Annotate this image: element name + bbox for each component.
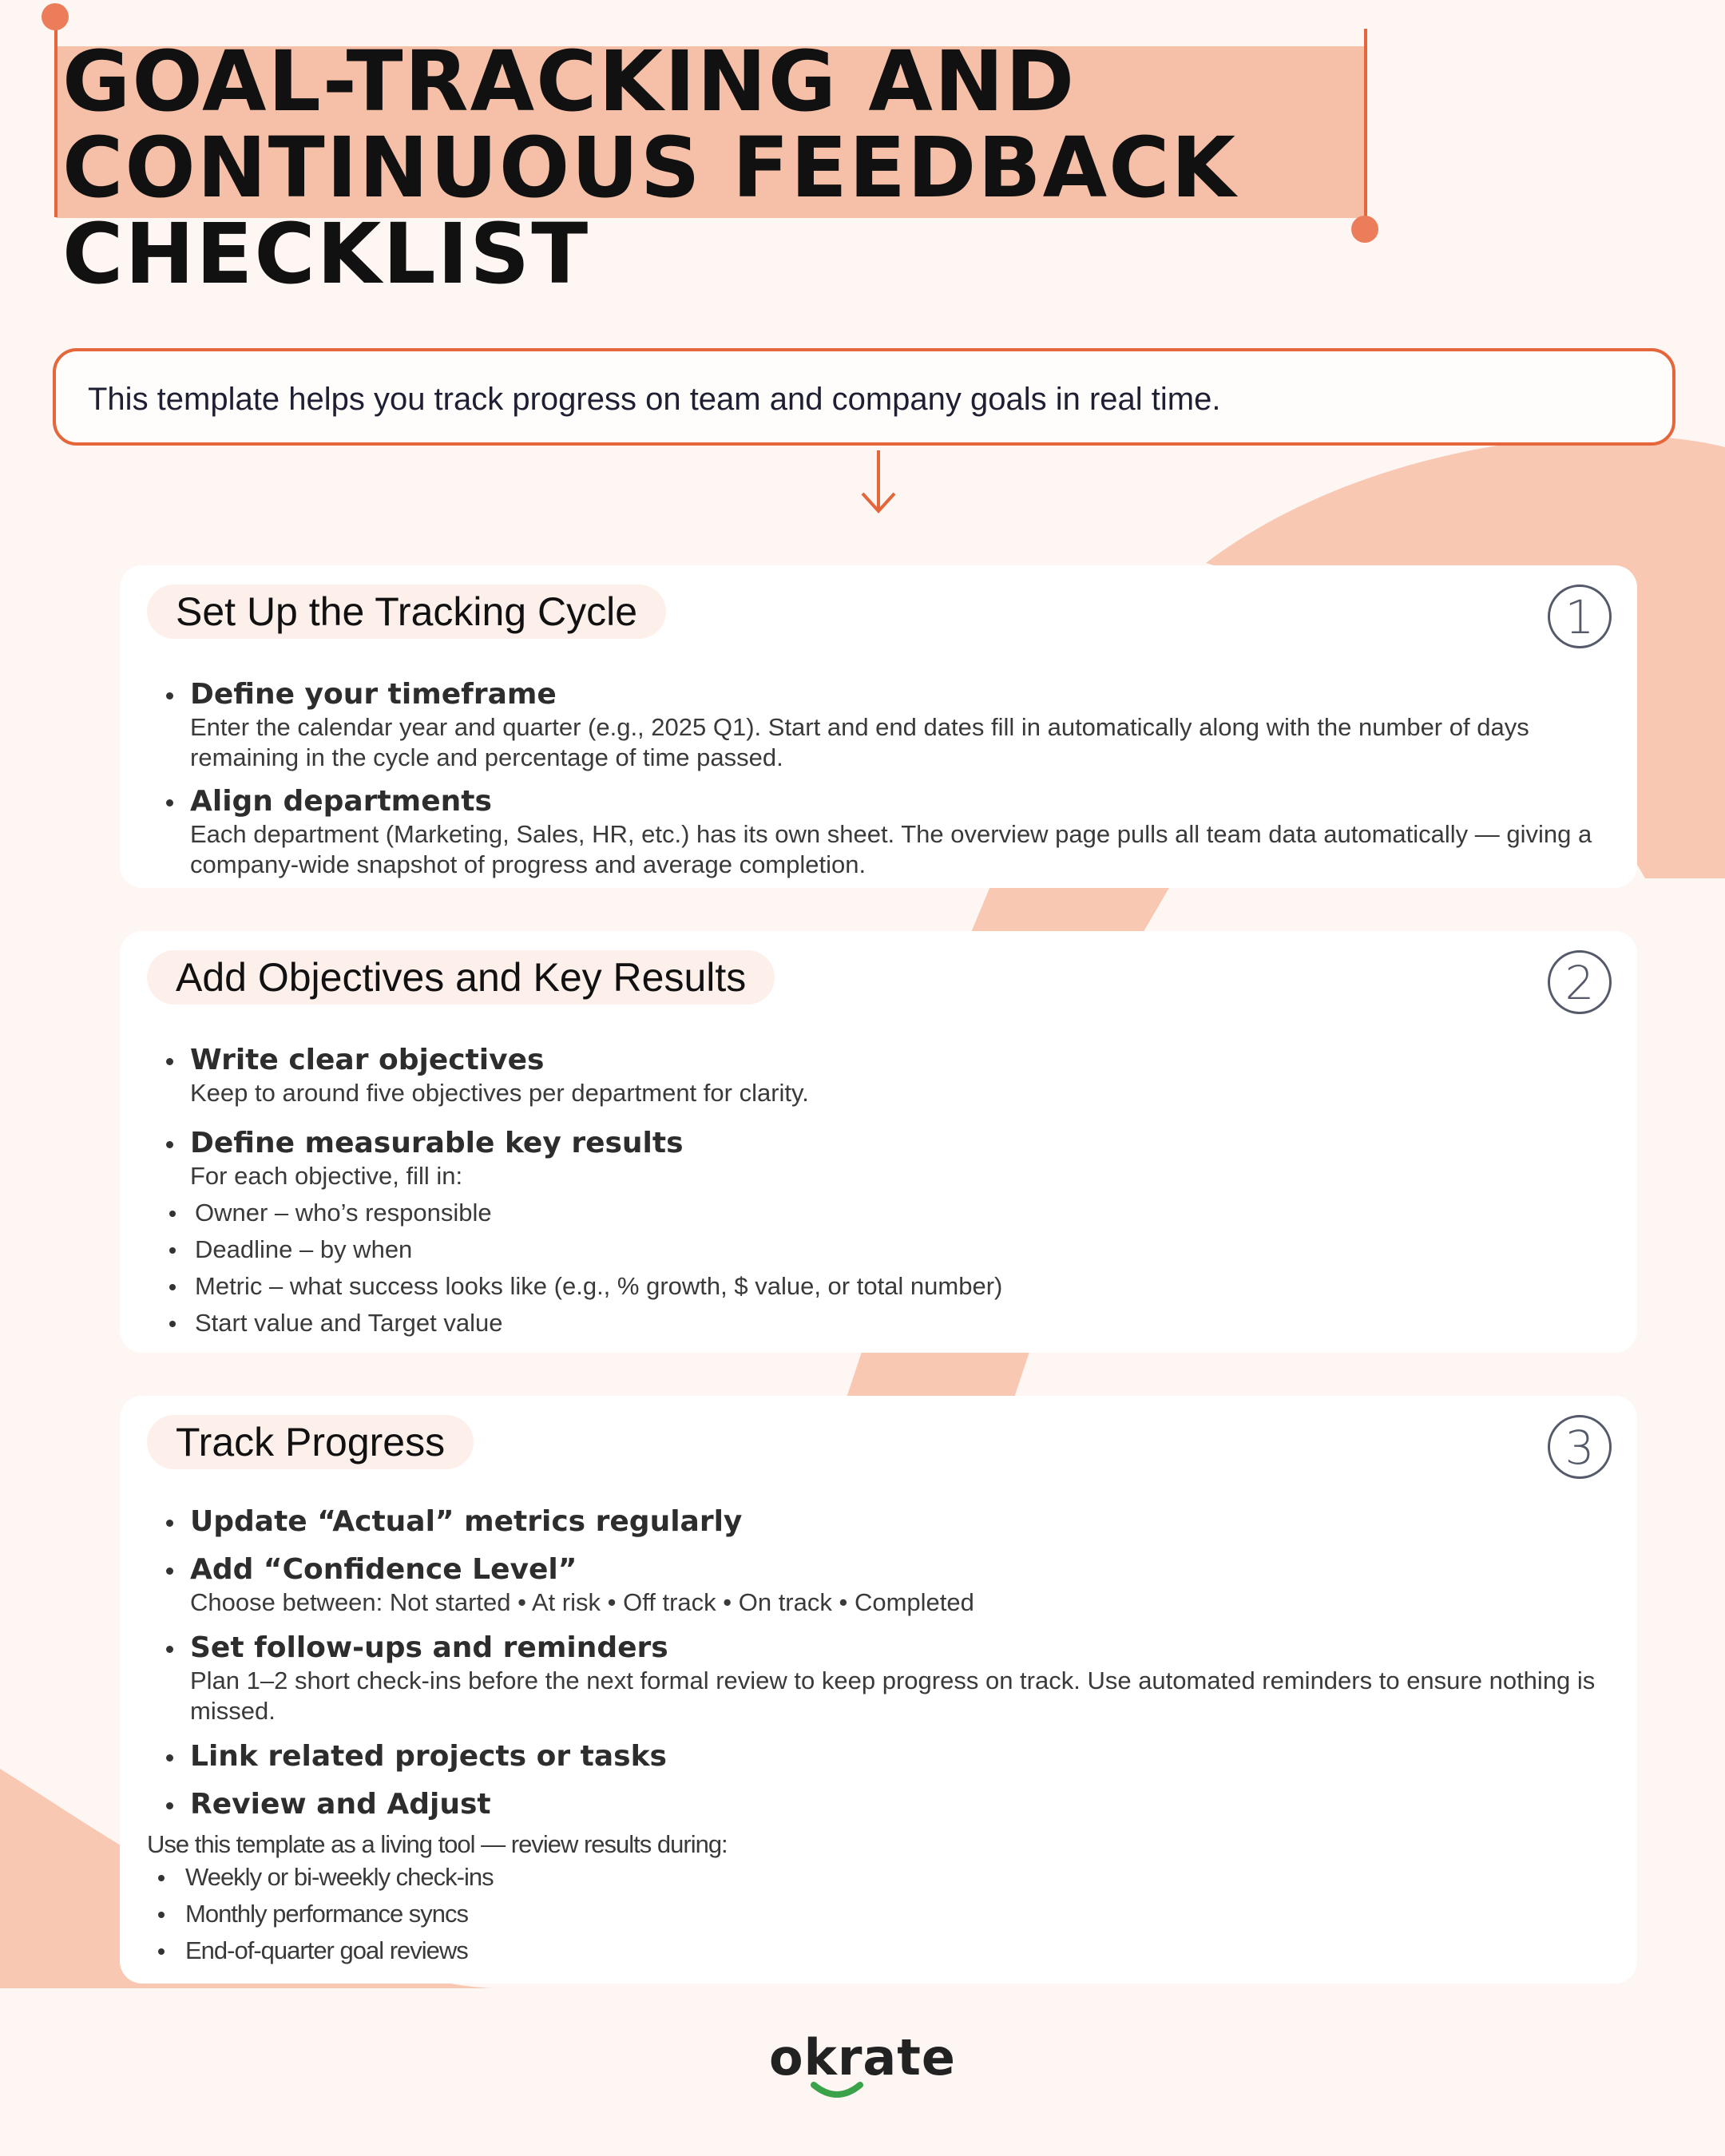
- list-item: [161, 1552, 1605, 1618]
- title-right-dot: [1351, 216, 1378, 243]
- sub-list-item: Metric – what success looks like (e.g., % growth, $ value, or total number): [161, 1268, 1605, 1305]
- review-list-item: Weekly or bi-weekly check-ins: [147, 1859, 494, 1896]
- section-number-badge: 3: [1548, 1415, 1612, 1479]
- page-title-line-3: CHECKLIST: [62, 205, 590, 303]
- review-list-item: End-of-quarter goal reviews: [147, 1932, 494, 1969]
- item-heading: Link related projects or tasks: [190, 1740, 667, 1773]
- item-description: Each department (Marketing, Sales, HR, etc.) has its own sheet. The overview page pulls all team data automatically — giving a company-wide snapshot of progress and average completion.: [190, 820, 1592, 878]
- logo-text: okrate: [769, 2028, 956, 2087]
- item-heading: Review and Adjust: [190, 1788, 491, 1821]
- intro-text: This template helps you track progress on team and company goals in real time.: [88, 382, 1221, 417]
- item-description: Choose between: Not started • At risk • Off track • On track • Completed: [190, 1588, 974, 1616]
- sub-list-item: Start value and Target value: [161, 1305, 1605, 1342]
- item-heading: Align departments: [190, 785, 492, 818]
- section-items: [161, 1504, 1605, 1822]
- section-title: Set Up the Tracking Cycle: [147, 585, 666, 639]
- item-heading: Add “Confidence Level”: [190, 1553, 577, 1586]
- review-list-item: Monthly performance syncs: [147, 1896, 494, 1932]
- title-left-dot: [42, 3, 69, 30]
- list-item: [161, 1043, 1605, 1108]
- item-heading: Update “Actual” metrics regularly: [190, 1505, 743, 1538]
- arrow-down-icon: [859, 449, 898, 516]
- okrate-logo: [0, 2028, 1725, 2105]
- list-item: [161, 677, 1605, 773]
- intro-box: [53, 348, 1675, 446]
- list-item: [161, 1631, 1605, 1726]
- section-number-badge: 2: [1548, 950, 1612, 1014]
- smile-icon: [809, 2080, 865, 2101]
- page-title: [62, 33, 1237, 303]
- page-title-line-1: GOAL-TRACKING AND: [62, 33, 1077, 130]
- section-title: Add Objectives and Key Results: [147, 950, 775, 1005]
- item-heading: Define measurable key results: [190, 1127, 684, 1159]
- section-items: [161, 1043, 1605, 1353]
- item-heading: Set follow-ups and reminders: [190, 1631, 668, 1664]
- list-item: [161, 1504, 1605, 1540]
- review-text: Use this template as a living tool — review results during:: [147, 1830, 728, 1858]
- sub-list-item: Deadline – by when: [161, 1231, 1605, 1268]
- sub-list: [161, 1195, 1605, 1342]
- list-item: [161, 784, 1605, 880]
- list-item: [161, 1739, 1605, 1774]
- title-right-rule: [1364, 29, 1367, 228]
- item-description: Plan 1–2 short check-ins before the next formal review to keep progress on track. Use automated reminders to ensure nothing is missed.: [190, 1667, 1596, 1725]
- section-title: Track Progress: [147, 1415, 474, 1469]
- item-heading: Write clear objectives: [190, 1044, 545, 1076]
- section-items: [161, 677, 1605, 891]
- item-description: For each objective, fill in:: [190, 1162, 463, 1190]
- item-heading: Define your timeframe: [190, 678, 557, 711]
- item-description: Enter the calendar year and quarter (e.g., 2025 Q1). Start and end dates fill in automatically along with the number of days remaining in the cycle and percentage of time passed.: [190, 713, 1529, 771]
- section-card-3: [120, 1396, 1637, 1984]
- review-list: [147, 1859, 494, 1969]
- list-item: [161, 1787, 1605, 1822]
- section-card-1: [120, 565, 1637, 888]
- page-title-line-2: CONTINUOUS FEEDBACK: [62, 119, 1237, 216]
- item-description: Keep to around five objectives per department for clarity.: [190, 1079, 809, 1107]
- sub-list-item: Owner – who’s responsible: [161, 1195, 1605, 1231]
- section-card-2: [120, 931, 1637, 1353]
- list-item: [161, 1126, 1605, 1342]
- section-number-badge: 1: [1548, 585, 1612, 648]
- title-left-rule: [54, 18, 58, 217]
